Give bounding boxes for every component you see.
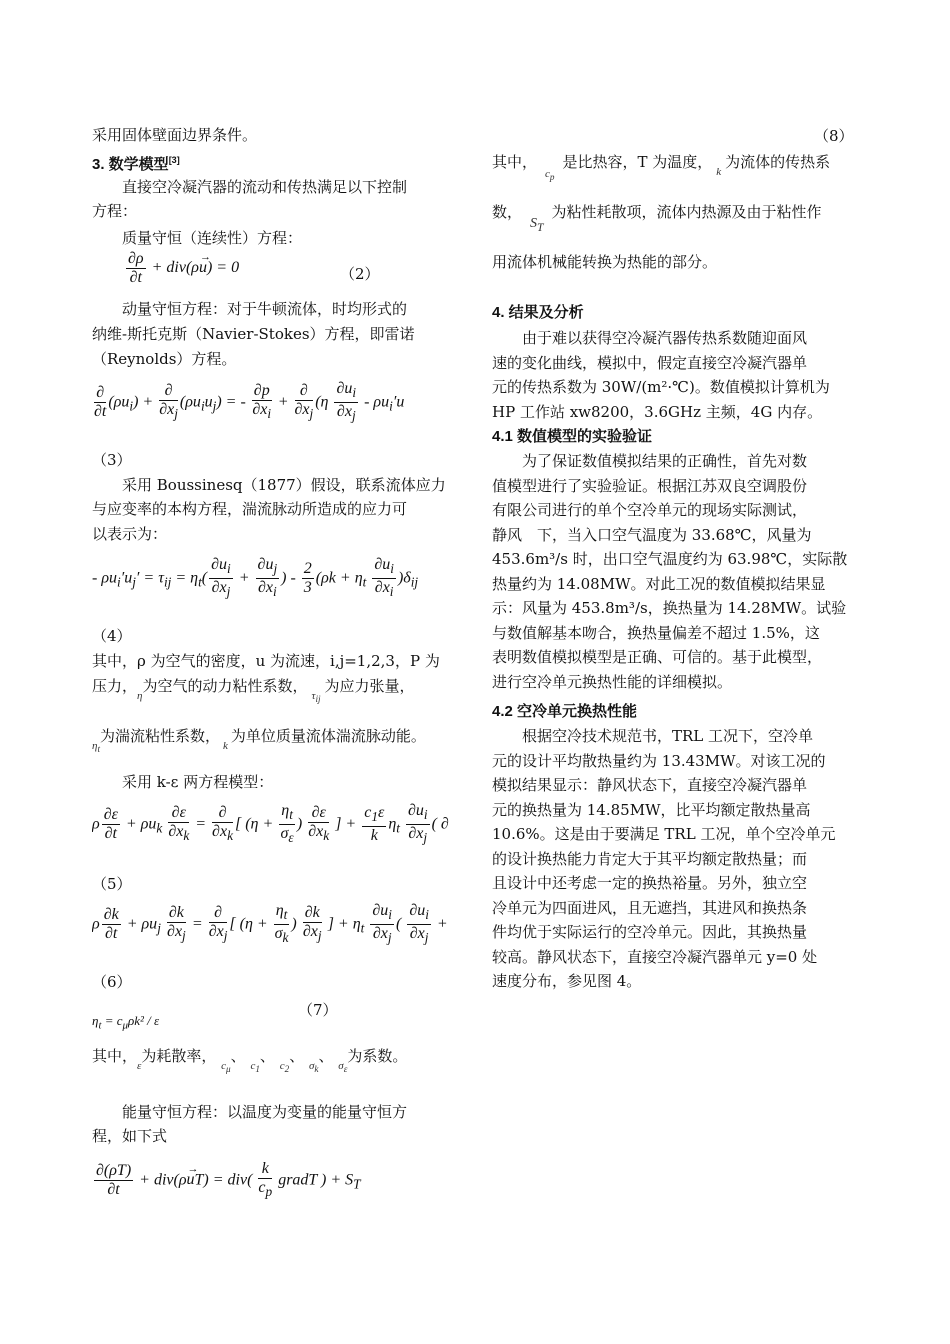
sep-4: 、 [318, 1047, 334, 1065]
r1-conductivity: 为流体的传热系 [725, 153, 831, 171]
paragraph-line: 根据空冷技术规范书，TRL 工况下，空冷单 [522, 727, 814, 745]
symbols-line1: 其中，ρ 为空气的密度，u 为流速，i,j=1,2,3，P 为 [92, 652, 440, 670]
energy-line1: 能量守恒方程：以温度为变量的能量守恒方 [122, 1103, 408, 1121]
paragraph-line: 冷单元为四面进风，且无遮挡，其进风和换热条 [492, 898, 808, 917]
symbols-line2: 压力，$_\eta$为空气的动力粘性系数，$_{\tau_{ij}}$为应力张量， [92, 677, 415, 705]
paragraph-line: 静风 下，当入口空气温度为 33.68℃，风量为 [492, 525, 812, 544]
boussinesq-line1: 采用 Boussinesq（1877）假设，联系流体应力 [122, 476, 446, 494]
r2-prefix: 数， [492, 203, 523, 221]
symbols-line3: $_{\eta_t}$为湍流粘性系数，$_k$为单位质量流体湍流脉动能。 [92, 727, 426, 755]
energy-line2: 程，如下式 [92, 1127, 168, 1145]
energy-symbols-line3: 用流体机械能转换为热能的部分。 [492, 253, 718, 271]
boundary-condition-line: 采用固体壁面边界条件。 [92, 126, 258, 144]
paragraph-line: 元的换热量为 14.85MW，比平均额定散热量高 [492, 800, 811, 819]
citation-ref: [3] [168, 155, 180, 165]
paragraph-line: 453.6m³/s 时，出口空气温度约为 63.98℃，实际散 [492, 550, 848, 568]
equation-6-number: （6） [92, 973, 132, 991]
where2-prefix: 其中， [92, 1047, 138, 1065]
paragraph-line: 速度分布，参见图 4。 [492, 972, 642, 990]
paragraph-line: 件均优于实际运行的空冷单元。因此，其换热量 [492, 923, 808, 941]
where-kinetic-energy: 为单位质量流体湍流脉动能。 [230, 727, 426, 745]
paragraph-line: 与数值解基本吻合，换热量偏差不超过 1.5%，这 [492, 623, 820, 642]
sep-2: 、 [259, 1047, 275, 1065]
paragraph-line: 热量约为 14.08MW。对此工况的数值模拟结果显 [492, 574, 826, 593]
paragraph-line: 的设计换热能力肯定大于其平均额定散热量；而 [492, 849, 808, 868]
section-4-1-heading: 4.1 数值模型的实验验证 [492, 428, 653, 445]
momentum-line1: 动量守恒方程：对于牛顿流体，时均形式的 [122, 300, 408, 318]
equation-8-number: （8） [814, 127, 854, 145]
paragraph-line: 进行空冷单元换热性能的详细模拟。 [492, 672, 733, 691]
paragraph-line: 值模型进行了实验验证。根据江苏双良空调股份 [492, 476, 808, 495]
momentum-line2: 纳维-斯托克斯（Navier-Stokes）方程，即雷诺 [92, 325, 415, 343]
sep-3: 、 [289, 1047, 305, 1065]
boussinesq-line2: 与应变率的本构方程，湍流脉动所造成的应力可 [92, 500, 408, 518]
mass-conservation-label: 质量守恒（连续性）方程： [122, 229, 303, 247]
energy-symbols-line2: 数，$S_T$为粘性耗散项，流体内热源及由于粘性作 [492, 203, 822, 234]
paragraph-line: 较高。静风状态下，直接空冷凝汽器单元 y=0 处 [492, 947, 818, 966]
equation-8: $\frac{\partial(\rho T)}{\partial t}$ + div(ρu → T) = div( $\frac{k}{c_p}$ gradT ) + $S_T$ [96, 1160, 361, 1200]
equation-5: ρ $\frac{\partial\varepsilon}{\partial t}$ + $\rho u_k$ $\frac{\partial\varepsilon}{\partial x_k}$ = $\frac{\partial}{\partial x_k}$ [ (η + $\frac{\eta_t}{\sigma_\varepsilon}$ ) $\frac{\partial\varepsilon}{\partial x_k}$ ] + $\frac{c_1\varepsilon}{k}$ $\eta_t$ $\frac{\partial u_i}{\partial x_j}$ ( ∂ [92, 802, 449, 846]
where-pressure: 压力， [92, 677, 138, 695]
paragraph-line: 且设计中还考虑一定的换热裕量。另外，独立空 [492, 874, 808, 892]
paragraph-line: HP 工作站 xw8200，3.6GHz 主频，4G 内存。 [492, 402, 823, 421]
where-turbulent-viscosity: 为湍流粘性系数， [100, 727, 221, 745]
equation-4-number: （4） [92, 627, 132, 645]
r2-dissipation: 为粘性耗散项，流体内热源及由于粘性作 [551, 203, 822, 221]
equation-7: $\eta_t = c_\mu\rho k^2 / \varepsilon$ [92, 1013, 160, 1032]
section-3-heading [92, 148, 180, 177]
equation-2: $\frac{\partial\rho}{\partial t}$ + div(ρu → ) = 0 [128, 250, 240, 286]
coefficients-line: 其中，$_\varepsilon$为耗散率， $_{c_\mu}$、 $_{c_1}$、 $_{c_2}$、 $_{\sigma_k}$、 $_{\sigma_\varepsilon}$为系数。 [92, 1047, 408, 1075]
equation-3: $\frac{\partial}{\partial t}$ $(\rho u_i)$ + $\frac{\partial}{\partial x_j}$ $(\rho u_iu_j)$ = - $\frac{\partial p}{\partial x_i}$ + $\frac{\partial}{\partial x_j}$ (η $\frac{\partial u_i}{\partial x_j}$ - $\rho u_i'u$ [94, 380, 405, 424]
paragraph-line: 有限公司进行的单个空冷单元的现场实际测试， [492, 501, 808, 519]
equation-3-number: （3） [92, 451, 132, 469]
paragraph-line: 元的设计平均散热量约为 13.43MW。对该工况的 [492, 751, 826, 770]
paragraph-line: 由于难以获得空冷凝汽器传热系数随迎面风 [522, 329, 808, 347]
equation-2-number: （2） [340, 265, 380, 283]
r1-heat-capacity: 是比热容，T 为温度， [562, 153, 713, 171]
paragraph-control-eq-line2: 方程： [92, 202, 138, 220]
section-4-2-heading: 4.2 空冷单元换热性能 [492, 703, 638, 720]
paragraph-line: 表明数值模拟模型是正确、可信的。基于此模型， [492, 648, 823, 666]
r1-prefix: 其中， [492, 153, 538, 171]
section-4-heading: 4. 结果及分析 [492, 304, 584, 321]
paragraph-line: 速的变化曲线，模拟中，假定直接空冷凝汽器单 [492, 353, 808, 372]
paragraph-line: 元的传热系数为 30W/(m²·℃)。数值模拟计算机为 [492, 378, 830, 396]
equation-7-number: （7） [298, 1001, 338, 1019]
momentum-line3: （Reynolds）方程。 [92, 350, 237, 368]
paragraph-control-eq-line1: 直接空冷凝汽器的流动和传热满足以下控制 [122, 178, 408, 196]
equation-4: - $\rho u_i'u_j' = \tau_{ij} = \eta_t$( $\frac{\partial u_i}{\partial x_j}$ + $\frac{\partial u_j}{\partial x_i}$ ) - $\frac{2}{3}$ ($\rho k + \eta_t$ $\frac{\partial u_i}{\partial x_i}$ )$\delta_{ij}$ [92, 556, 419, 600]
equation-6: ρ $\frac{\partial k}{\partial t}$ + $\rho u_j$ $\frac{\partial k}{\partial x_j}$ = $\frac{\partial}{\partial x_j}$ [ (η + $\frac{\eta_t}{\sigma_k}$ ) $\frac{\partial k}{\partial x_j}$ ] + $\eta_t$ $\frac{\partial u_i}{\partial x_j}$ ( $\frac{\partial u_i}{\partial x_j}$ + [92, 902, 448, 946]
where2-dissipation: 为耗散率， [141, 1047, 217, 1065]
equation-5-number: （5） [92, 875, 132, 893]
paragraph-line: 为了保证数值模拟结果的正确性，首先对数 [522, 452, 808, 470]
sep-1: 、 [230, 1047, 246, 1065]
k-epsilon-label: 采用 k-ε 两方程模型： [122, 773, 274, 791]
paragraph-line: 10.6%。这是由于要满足 TRL 工况，单个空冷单元 [492, 825, 836, 843]
energy-symbols-line1: 其中，$_{c_p}$是比热容，T 为温度，$_k$为流体的传热系 [492, 153, 831, 183]
paragraph-line: 示：风量为 453.8m³/s，换热量为 14.28MW。试验 [492, 599, 847, 617]
paragraph-line: 模拟结果显示：静风状态下，直接空冷凝汽器单 [492, 776, 808, 794]
boussinesq-line3: 以表示为： [92, 525, 168, 543]
section-3-title: 3. 数学模型 [92, 156, 169, 173]
where-viscosity: 为空气的动力粘性系数， [142, 677, 308, 695]
where2-coefficients: 为系数。 [347, 1047, 408, 1065]
where-stress: 为应力张量， [324, 677, 415, 695]
